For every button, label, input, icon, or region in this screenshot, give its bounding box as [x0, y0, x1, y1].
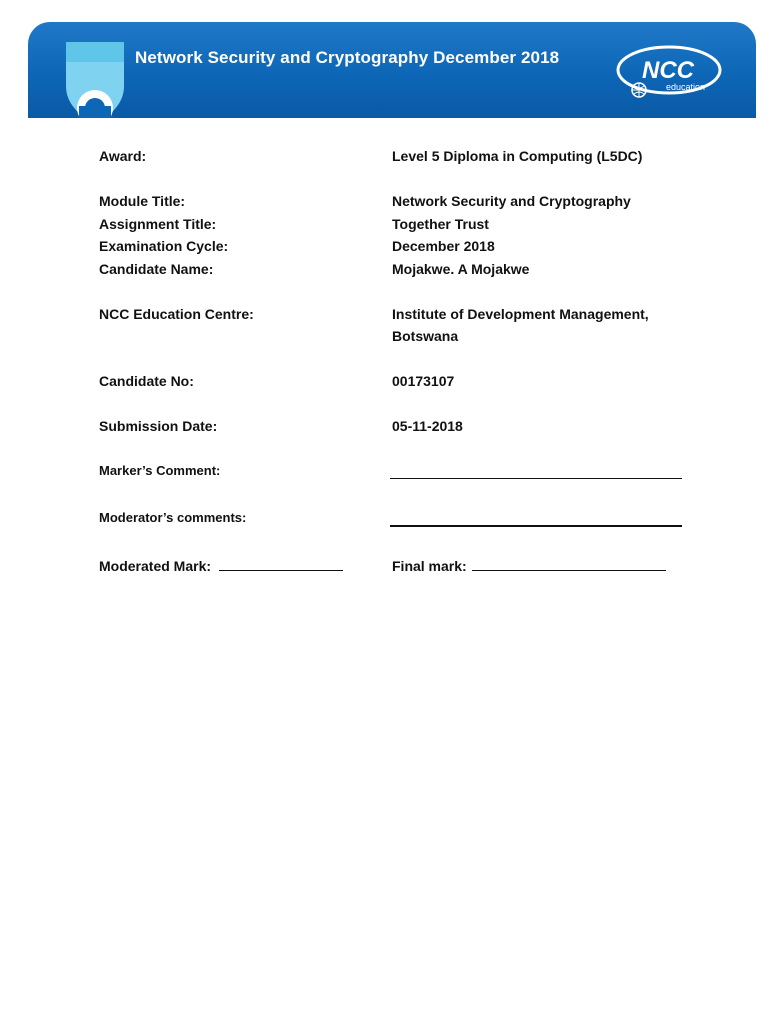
logo-text: NCC	[642, 57, 694, 84]
final-mark-label: Final mark:	[392, 558, 467, 574]
assignment-title-value: Together Trust	[392, 216, 489, 232]
education-centre-label: NCC Education Centre:	[99, 306, 254, 322]
document-title: Network Security and Cryptography December 2018	[135, 48, 560, 67]
moderated-mark-row	[99, 558, 343, 574]
moderator-comments-line[interactable]	[390, 525, 682, 527]
final-mark-blank[interactable]	[472, 558, 666, 571]
marker-comment-label: Marker’s Comment:	[99, 463, 221, 478]
candidate-name-label: Candidate Name:	[99, 261, 214, 277]
moderated-mark-blank[interactable]	[219, 558, 343, 571]
candidate-no-value: 00173107	[392, 373, 455, 389]
header-banner	[28, 22, 756, 118]
assignment-title-label: Assignment Title:	[99, 216, 217, 232]
marker-comment-line[interactable]	[390, 478, 682, 479]
final-mark-row	[392, 558, 666, 574]
logo-subtext: education	[666, 82, 706, 92]
module-title-label: Module Title:	[99, 193, 186, 209]
award-value: Level 5 Diploma in Computing (L5DC)	[392, 148, 643, 164]
examination-cycle-value: December 2018	[392, 238, 495, 254]
submission-date-value: 05-11-2018	[392, 418, 463, 434]
examination-cycle-label: Examination Cycle:	[99, 238, 229, 254]
shield-logo-icon	[66, 42, 124, 118]
moderated-mark-label: Moderated Mark:	[99, 558, 212, 574]
education-centre-value: Institute of Development Management,	[392, 306, 649, 322]
moderator-comments-label: Moderator’s comments:	[99, 510, 247, 525]
award-label: Award:	[99, 148, 147, 164]
education-centre-value-line2: Botswana	[392, 328, 459, 344]
candidate-no-label: Candidate No:	[99, 373, 194, 389]
module-title-value: Network Security and Cryptography	[392, 193, 631, 209]
candidate-name-value: Mojakwe. A Mojakwe	[392, 261, 530, 277]
submission-date-label: Submission Date:	[99, 418, 218, 434]
ncc-education-logo-icon	[612, 44, 722, 100]
